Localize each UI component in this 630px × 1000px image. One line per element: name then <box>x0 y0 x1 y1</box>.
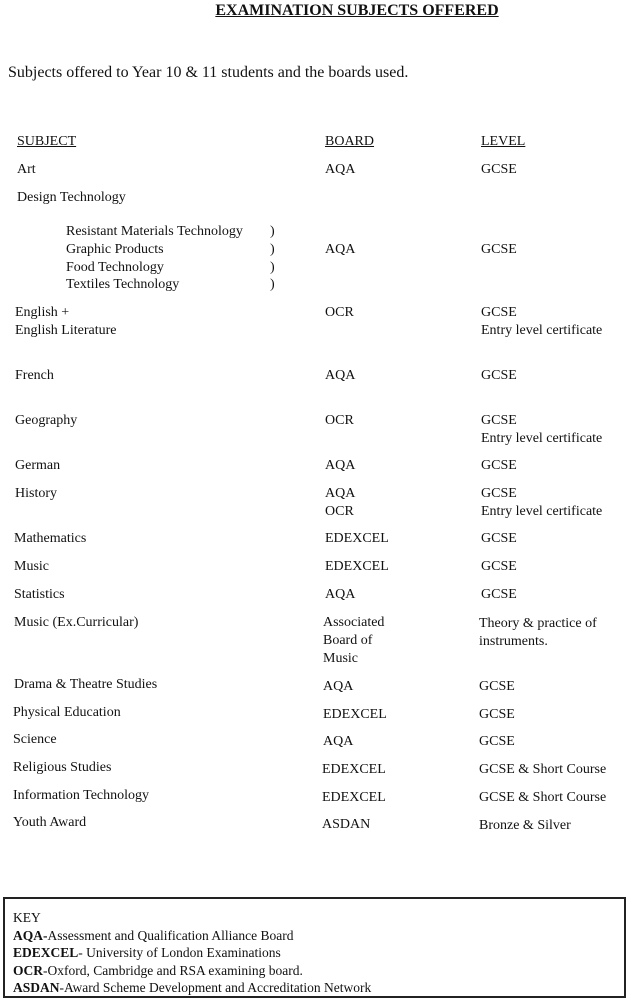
board-geography: OCR <box>325 413 354 428</box>
subject-statistics: Statistics <box>14 587 65 602</box>
level-german: GCSE <box>481 458 517 473</box>
key-ocr <box>13 962 303 979</box>
level-art: GCSE <box>481 162 517 177</box>
intro-text: Subjects offered to Year 10 & 11 students and the boards used. <box>8 64 409 81</box>
key-heading: KEY <box>13 910 41 925</box>
dt-sub-item: Food Technology <box>66 260 164 275</box>
board-design-technology: AQA <box>325 242 356 257</box>
level-design-technology: GCSE <box>481 242 517 257</box>
bracket-mark: ) <box>270 224 275 239</box>
header-subject: SUBJECT <box>17 134 77 149</box>
subject-art: Art <box>17 162 36 177</box>
subject-english-literature: English Literature <box>15 323 117 338</box>
board-drama: AQA <box>323 679 354 694</box>
level-religious-studies: GCSE & Short Course <box>479 762 607 777</box>
board-history-ocr: OCR <box>325 504 354 519</box>
subject-religious-studies: Religious Studies <box>13 760 112 775</box>
board-english: OCR <box>325 305 354 320</box>
level-information-technology: GCSE & Short Course <box>479 790 607 805</box>
bracket-mark: ) <box>270 242 275 257</box>
key-edexcel <box>13 944 281 961</box>
subject-music-ex-curricular: Music (Ex.Curricular) <box>14 615 139 630</box>
board-physical-education: EDEXCEL <box>323 707 387 722</box>
board-german: AQA <box>325 458 356 473</box>
key-asdan-text: -Award Scheme Development and Accreditation Network <box>59 980 372 995</box>
board-history: AQA <box>325 486 356 501</box>
key-ocr-text: -Oxford, Cambridge and RSA examining board. <box>43 963 303 978</box>
level-statistics: GCSE <box>481 587 517 602</box>
subject-german: German <box>15 458 61 473</box>
key-asdan-abbr: ASDAN <box>13 980 60 995</box>
subject-youth-award: Youth Award <box>13 815 87 830</box>
key-ocr-abbr: OCR <box>13 963 43 978</box>
board-mathematics: EDEXCEL <box>325 531 389 546</box>
level-history: GCSE <box>481 486 517 501</box>
subject-english: English + <box>15 305 70 320</box>
board-information-technology: EDEXCEL <box>322 790 386 805</box>
level-music: GCSE <box>481 559 517 574</box>
board-music: EDEXCEL <box>325 559 389 574</box>
board-religious-studies: EDEXCEL <box>322 762 386 777</box>
bracket-mark: ) <box>270 277 275 292</box>
bracket-mark: ) <box>270 260 275 275</box>
board-music-ex-3: Music <box>323 651 358 666</box>
subject-french: French <box>15 368 54 383</box>
page-title: EXAMINATION SUBJECTS OFFERED <box>215 2 499 19</box>
level-history-entry: Entry level certificate <box>481 504 603 519</box>
board-art: AQA <box>325 162 356 177</box>
board-statistics: AQA <box>325 587 356 602</box>
level-music-ex-1: Theory & practice of <box>479 616 597 631</box>
board-music-ex-2: Board of <box>323 633 373 648</box>
subject-music: Music <box>14 559 49 574</box>
subject-design-technology: Design Technology <box>17 190 126 205</box>
dt-sub-item: Graphic Products <box>66 242 164 257</box>
header-board: BOARD <box>325 134 375 149</box>
key-aqa <box>13 927 293 944</box>
subject-history: History <box>15 486 57 501</box>
level-music-ex-2: instruments. <box>479 634 548 649</box>
board-music-ex-1: Associated <box>323 615 385 630</box>
level-english: GCSE <box>481 305 517 320</box>
header-level: LEVEL <box>481 134 526 149</box>
level-drama: GCSE <box>479 679 515 694</box>
key-edexcel-abbr: EDEXCEL <box>13 945 79 960</box>
level-english-entry: Entry level certificate <box>481 323 603 338</box>
key-edexcel-text: - University of London Examinations <box>78 945 281 960</box>
subject-drama: Drama & Theatre Studies <box>14 677 158 692</box>
subject-science: Science <box>13 732 57 747</box>
level-mathematics: GCSE <box>481 531 517 546</box>
board-science: AQA <box>323 734 354 749</box>
key-asdan <box>13 979 371 996</box>
dt-sub-item: Resistant Materials Technology <box>66 224 243 239</box>
subject-information-technology: Information Technology <box>13 788 150 803</box>
level-youth-award: Bronze & Silver <box>479 818 571 833</box>
level-physical-education: GCSE <box>479 707 515 722</box>
level-geography: GCSE <box>481 413 517 428</box>
key-aqa-text: Assessment and Qualification Alliance Board <box>47 928 294 943</box>
subject-physical-education: Physical Education <box>13 705 121 720</box>
board-french: AQA <box>325 368 356 383</box>
dt-sub-item: Textiles Technology <box>66 277 180 292</box>
subject-mathematics: Mathematics <box>14 531 87 546</box>
board-youth-award: ASDAN <box>322 817 371 832</box>
key-aqa-abbr: AQA- <box>13 928 48 943</box>
subject-geography: Geography <box>15 413 78 428</box>
level-french: GCSE <box>481 368 517 383</box>
level-geography-entry: Entry level certificate <box>481 431 603 446</box>
level-science: GCSE <box>479 734 515 749</box>
